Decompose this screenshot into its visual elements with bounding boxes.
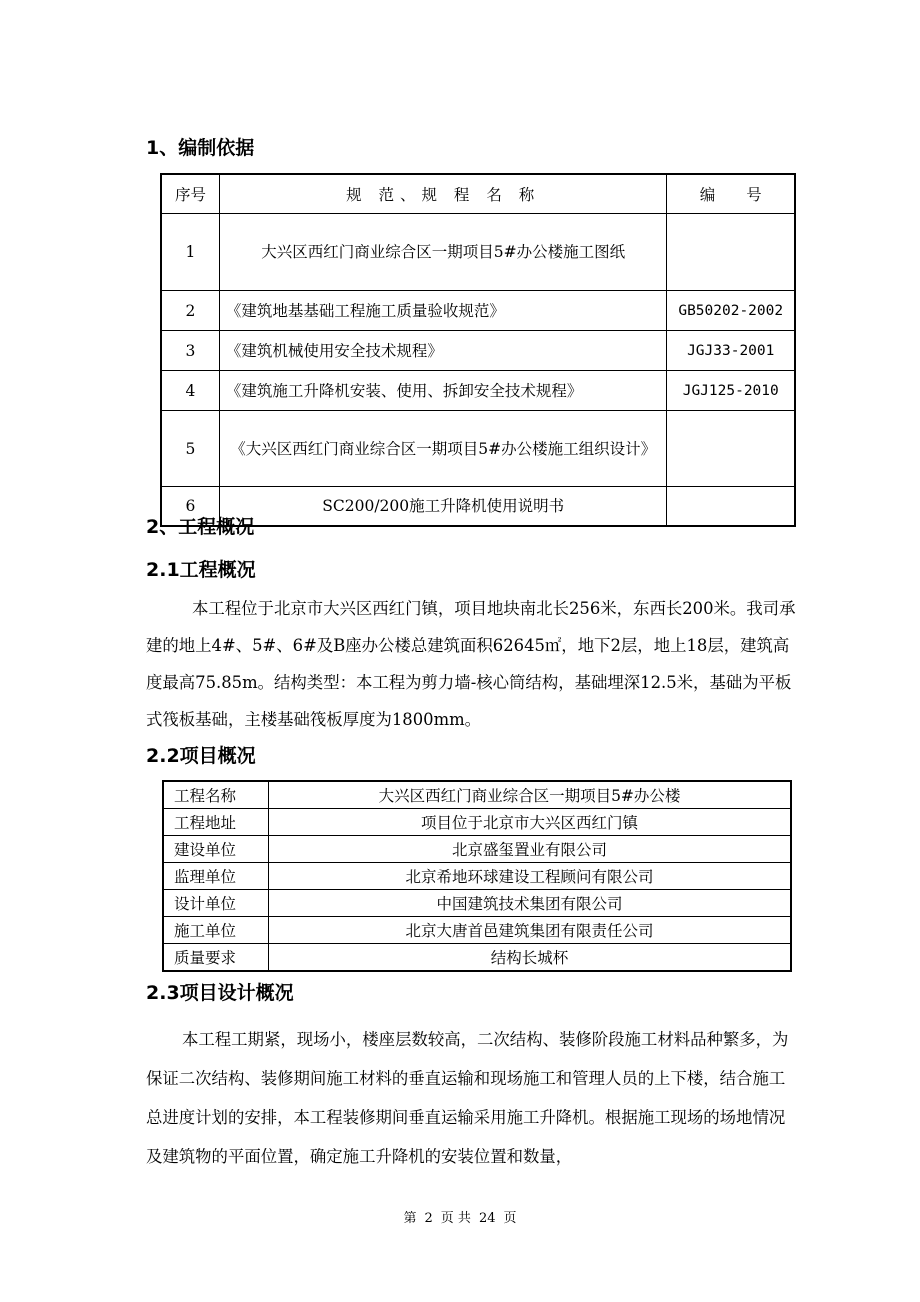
- row-key: 工程名称: [164, 782, 269, 809]
- footer-suffix: 页: [503, 1211, 517, 1226]
- row-code: [667, 487, 795, 526]
- row-seq: 4: [162, 371, 220, 411]
- row-name: 《大兴区西红门商业综合区一期项目5#办公楼施工组织设计》: [219, 411, 667, 487]
- row-key: 设计单位: [164, 890, 269, 917]
- footer-total-pages: 24: [478, 1211, 496, 1226]
- section-2-2-heading: 2.2项目概况: [146, 745, 256, 767]
- table-row: [162, 487, 795, 526]
- col-header-code: 编 号: [667, 175, 795, 214]
- row-value: 中国建筑技术集团有限公司: [269, 890, 791, 917]
- design-overview-paragraph: 本工程工期紧，现场小，楼座层数较高，二次结构、装修阶段施工材料品种繁多，为保证二次结构、装修期间施工材料的垂直运输和现场施工和管理人员的上下楼，结合施工总进度计划的安排，本工程装修期间垂直运输采用施工升降机。根据施工现场的场地情况及建筑物的平面位置，确定施工升降机的安装位置和数量，: [146, 1030, 789, 1166]
- row-seq: 2: [162, 291, 220, 331]
- row-key: 建设单位: [164, 836, 269, 863]
- project-overview-paragraph: 本工程位于北京市大兴区西红门镇，项目地块南北长256米，东西长200米。我司承建的地上4#、5#、6#及B座办公楼总建筑面积62645㎡，地下2层，地上18层，建筑高度最高75.85m。结构类型：本工程为剪力墙-核心筒结构，基础埋深12.5米，基础为平板式筏板基础，主楼基础筏板厚度为1800mm。: [146, 599, 796, 729]
- row-key: 施工单位: [164, 917, 269, 944]
- row-name: 大兴区西红门商业综合区一期项目5#办公楼施工图纸: [219, 214, 667, 291]
- row-value: 北京希地环球建设工程顾问有限公司: [269, 863, 791, 890]
- row-value: 大兴区西红门商业综合区一期项目5#办公楼: [269, 782, 791, 809]
- row-key: 监理单位: [164, 863, 269, 890]
- table-row: [164, 782, 791, 809]
- row-value: 北京大唐首邑建筑集团有限责任公司: [269, 917, 791, 944]
- row-value: 结构长城杯: [269, 944, 791, 971]
- footer-page-number: 2: [424, 1211, 433, 1226]
- table-row: [164, 890, 791, 917]
- table-row: [164, 809, 791, 836]
- section-2-3-heading: 2.3项目设计概况: [146, 982, 294, 1004]
- table-row: [164, 836, 791, 863]
- section-2-1-heading: 2.1工程概况: [146, 559, 256, 581]
- row-seq: 3: [162, 331, 220, 371]
- page-footer: [0, 1207, 920, 1226]
- row-value: 北京盛玺置业有限公司: [269, 836, 791, 863]
- table-row: [164, 863, 791, 890]
- row-name: SC200/200施工升降机使用说明书: [219, 487, 667, 526]
- section-2-heading: 2、工程概况: [146, 516, 255, 538]
- row-key: 质量要求: [164, 944, 269, 971]
- row-name: 《建筑地基基础工程施工质量验收规范》: [219, 291, 667, 331]
- table-row: [162, 291, 795, 331]
- row-code: [667, 214, 795, 291]
- row-code: JGJ125-2010: [667, 371, 795, 411]
- table-row: [162, 331, 795, 371]
- table-row: [162, 411, 795, 487]
- row-code: JGJ33-2001: [667, 331, 795, 371]
- references-table: [161, 174, 795, 526]
- project-overview-table: [163, 781, 791, 971]
- table-row: [162, 214, 795, 291]
- row-name: 《建筑机械使用安全技术规程》: [219, 331, 667, 371]
- footer-prefix: 第: [403, 1211, 417, 1226]
- table-row: [162, 371, 795, 411]
- row-code: GB50202-2002: [667, 291, 795, 331]
- table-row: [164, 917, 791, 944]
- row-value: 项目位于北京市大兴区西红门镇: [269, 809, 791, 836]
- col-header-seq: 序号: [162, 175, 220, 214]
- col-header-name: 规 范、规 程 名 称: [219, 175, 667, 214]
- row-seq: 1: [162, 214, 220, 291]
- row-seq: 6: [162, 487, 220, 526]
- row-code: [667, 411, 795, 487]
- row-seq: 5: [162, 411, 220, 487]
- footer-mid: 页 共: [440, 1211, 471, 1226]
- row-name: 《建筑施工升降机安装、使用、拆卸安全技术规程》: [219, 371, 667, 411]
- table-row: [164, 944, 791, 971]
- section-1-heading: 1、编制依据: [146, 137, 255, 159]
- row-key: 工程地址: [164, 809, 269, 836]
